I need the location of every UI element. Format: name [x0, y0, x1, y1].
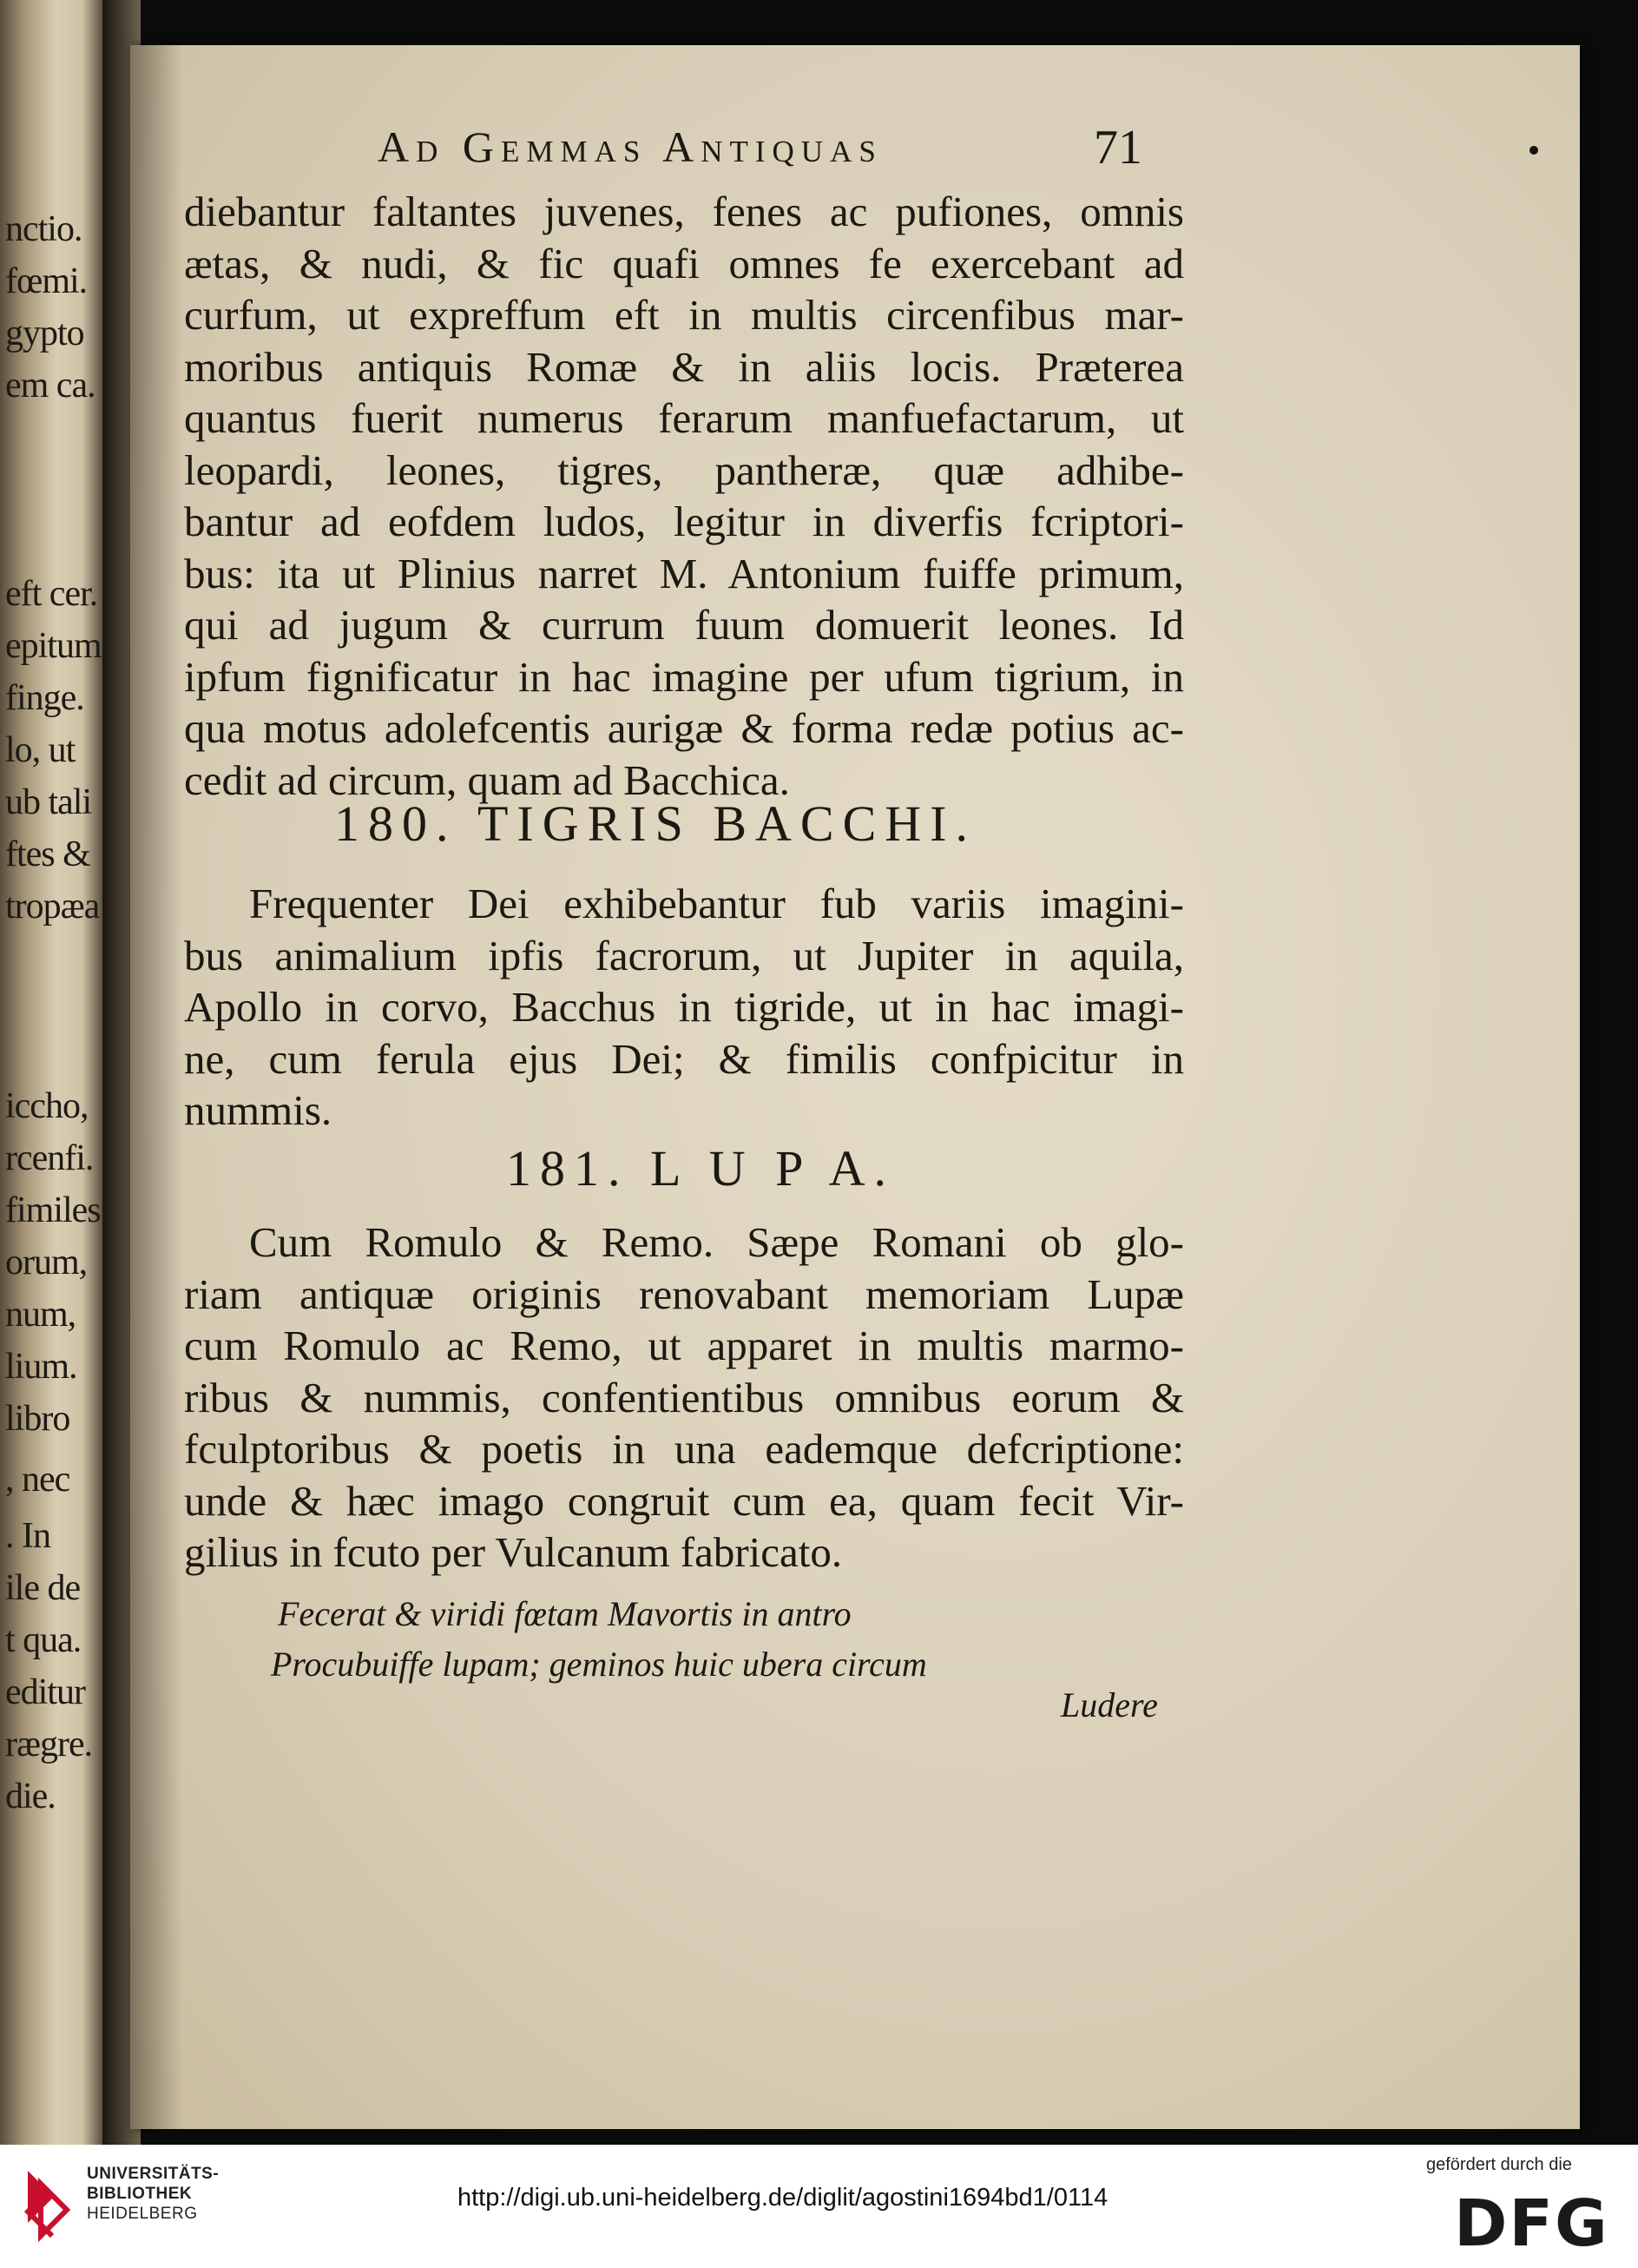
left-page-line: editur: [5, 1672, 85, 1712]
footer-bar: [0, 2145, 1638, 2268]
university-library-logo-icon: [19, 2162, 80, 2249]
text-line: Frequenter Dei exhibebantur fub variis imagini-: [249, 880, 1184, 927]
text-line: gilius in fcuto per Vulcanum fabricato.: [184, 1528, 843, 1576]
page-mark-dot: [1529, 146, 1538, 155]
left-page-line: ftes &: [5, 834, 90, 874]
section-title-180: 180. TIGRIS BACCHI.: [334, 795, 977, 852]
text-line: Apollo in corvo, Bacchus in tigride, ut in hac imagi-: [184, 983, 1184, 1031]
text-line: diebantur faltantes juvenes, fenes ac pufiones, omnis: [184, 188, 1184, 235]
left-page-line: fimiles: [5, 1190, 101, 1230]
section-title-181: 181. L U P A.: [506, 1140, 895, 1197]
text-line: qua motus adolefcentis aurigæ & forma redæ potius ac-: [184, 704, 1184, 752]
text-line: bantur ad eofdem ludos, legitur in diverfis fcriptori-: [184, 498, 1184, 545]
left-page-line: lo, ut: [5, 730, 76, 770]
left-page-line: tropæa: [5, 887, 100, 926]
left-page-line: t qua.: [5, 1620, 82, 1660]
catchword: Ludere: [1061, 1685, 1158, 1724]
text-line: qui ad jugum & currum fuum domuerit leones. Id: [184, 601, 1184, 649]
left-page-line: ub tali: [5, 782, 92, 822]
left-page-line: nctio.: [5, 209, 82, 249]
text-line: bus animalium ipfis facrorum, ut Jupiter in aquila,: [184, 931, 1184, 979]
text-line: leopardi, leones, tigres, pantheræ, quæ adhibe-: [184, 445, 1184, 494]
library-name-line-3: HEIDELBERG: [87, 2205, 198, 2223]
left-page-line: gypto: [5, 313, 84, 353]
dfg-logo: DFG: [1454, 2186, 1609, 2261]
text-line: ipfum fignificatur in hac imagine per ufum tigrium, in: [184, 652, 1184, 701]
left-page-line: , nec: [5, 1460, 70, 1500]
left-page-line: ile de: [5, 1568, 81, 1608]
left-page-line: finge.: [5, 678, 84, 718]
text-line: quantus fuerit numerus ferarum manfuefactarum, ut: [184, 394, 1184, 442]
text-line: moribus antiquis Romæ & in aliis locis. Præterea: [184, 342, 1184, 391]
left-page-line: eft cer.: [5, 574, 98, 614]
previous-page-fragment: [0, 0, 102, 2145]
text-line: riam antiquæ originis renovabant memoriam Lupæ: [184, 1269, 1184, 1318]
text-line: Cum Romulo & Remo. Sæpe Romani ob glo-: [249, 1218, 1184, 1266]
funder-label: gefördert durch die: [1426, 2155, 1572, 2174]
text-line: fculptoribus & poetis in una eademque defcriptione:: [184, 1425, 1184, 1473]
text-line: bus: ita ut Plinius narret M. Antonium fuiffe primum,: [184, 549, 1184, 597]
page-number: 71: [1094, 121, 1142, 175]
left-page-line: rcenfi.: [5, 1138, 94, 1178]
left-page-line: rægre.: [5, 1724, 93, 1764]
text-line: unde & hæc imago congruit cum ea, quam fecit Vir-: [184, 1476, 1184, 1525]
left-page-line: em ca.: [5, 366, 95, 405]
text-line: nummis.: [184, 1086, 332, 1134]
text-line: cum Romulo ac Remo, ut apparet in multis marmo-: [184, 1322, 1184, 1369]
library-name-line-2: BIBLIOTHEK: [87, 2185, 193, 2203]
running-head: Ad Gemmas Antiquas: [378, 122, 883, 171]
permalink-url[interactable]: http://digi.ub.uni-heidelberg.de/diglit/agostini1694bd1/0114: [457, 2184, 1108, 2212]
left-page-line: iccho,: [5, 1086, 89, 1126]
text-line: ætas, & nudi, & fic quafi omnes fe exercebant ad: [184, 239, 1184, 287]
left-page-line: die.: [5, 1777, 56, 1816]
text-line: ne, cum ferula ejus Dei; & fimilis confpicitur in: [184, 1034, 1184, 1083]
left-page-line: lium.: [5, 1347, 77, 1387]
left-page-line: epitum: [5, 626, 102, 666]
text-line: ribus & nummis, confentientibus omnibus eorum &: [184, 1373, 1184, 1421]
left-page-line: fœmi.: [5, 261, 88, 301]
library-name: [87, 2164, 219, 2224]
library-name-line-1: UNIVERSITÄTS-: [87, 2165, 220, 2183]
text-line: curfum, ut expreffum eft in multis circenfibus mar-: [184, 291, 1184, 339]
left-page-line: . In: [5, 1516, 50, 1556]
page-shadow: [130, 45, 182, 2129]
text-line: cedit ad circum, quam ad Bacchica.: [184, 755, 790, 804]
left-page-line: orum,: [5, 1243, 88, 1282]
verse-line-1: Fecerat & viridi fœtam Mavortis in antro: [278, 1594, 852, 1633]
left-page-line: libro: [5, 1399, 70, 1439]
verse-line-2: Procubuiffe lupam; geminos huic ubera circum: [271, 1645, 927, 1684]
left-page-line: num,: [5, 1295, 76, 1335]
